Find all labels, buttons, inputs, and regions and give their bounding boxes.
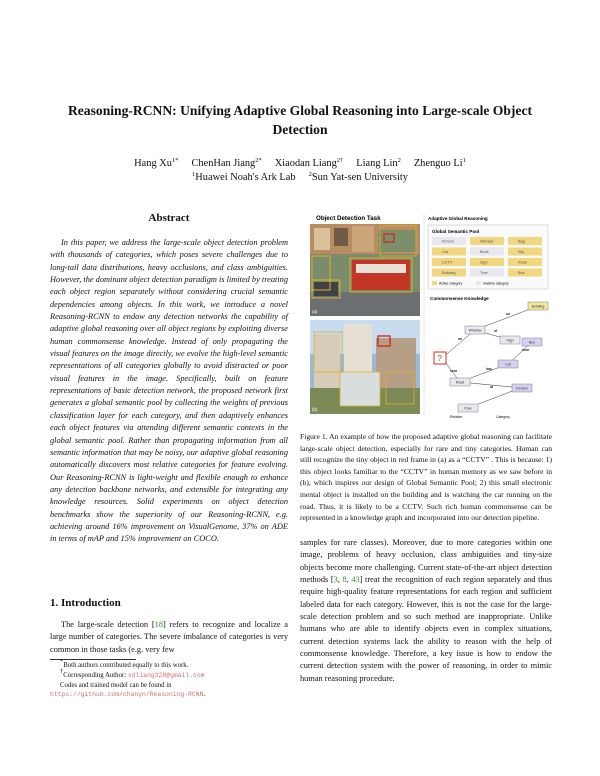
pool-cell	[508, 237, 542, 245]
affiliations: $^1$Huawei Noah's Ark Lab $^2$Sun Yat-sen University	[192, 171, 408, 183]
citation-link[interactable]: 18	[154, 620, 163, 629]
pool-item-label: Car	[442, 250, 449, 255]
footnotes: *Both authors contributed equally to this work. †Corresponding Author: xdliang328@gmail.com Codes and trained model can be found in https://github.com/chanyn/Reasoning-RCNN.	[50, 658, 206, 699]
pool-item-label: Sign	[480, 260, 488, 265]
email-link[interactable]: xdliang328@gmail.com	[127, 671, 205, 679]
question-mark: ?	[437, 354, 442, 363]
author-name: ChenHan Jiang	[191, 158, 256, 169]
kg-node-label: Road	[455, 380, 465, 385]
legend-inactive: Inactive category	[483, 281, 509, 286]
kg-edge-label: on	[458, 337, 463, 341]
pool-item-label: Book	[480, 250, 489, 255]
pool-item-label: Bus	[518, 271, 525, 276]
kg-edge-label: on	[506, 312, 511, 316]
global-semantic-pool	[428, 225, 548, 289]
kg-legend-relation: Relation	[450, 415, 463, 419]
pool-cell	[432, 248, 466, 256]
author-name: Xiaodan Liang	[274, 158, 337, 169]
kg-edge-label: at	[490, 385, 494, 389]
github-link[interactable]: https://github.com/chanyn/Reasoning-RCNN	[50, 691, 204, 699]
author-name: Hang Xu	[134, 158, 172, 169]
citation-link[interactable]: 43	[351, 575, 360, 585]
figure-left-title: Object Detection Task	[316, 215, 381, 222]
label-a: (a)	[312, 309, 318, 314]
kg-node-label: Sign	[506, 338, 514, 343]
affiliation: Huawei Noah's Ark Lab	[195, 172, 296, 183]
kg-edge-label: of	[494, 329, 498, 333]
kg-node-label: Pole	[464, 406, 472, 411]
section-heading: 1. Introduction	[50, 597, 121, 609]
figure-1	[300, 212, 552, 424]
kg-edge-label: has	[486, 367, 492, 371]
author-name: Liang Lin	[356, 158, 398, 169]
pool-item-label: Building	[442, 271, 456, 276]
pool-item-label: Window	[480, 239, 494, 244]
pool-item-label: Bag	[518, 239, 525, 244]
photo-a	[310, 224, 420, 316]
pool-item-label: CCTV	[442, 260, 453, 265]
abstract-text: In this paper, we address the large-scale object detection problem with thousands of categories, which poses severe challenges due to long-tail data distributions, heavy occlusions, and class ambiguities. However, the dominant object detection paradigm is limited by treating each object region separately without considering crucial semantic dependencies among objects. In this work, we introduce a novel Reasoning-RCNN to endow any detection networks the capability of adaptive global reasoning over all object regions by exploiting diverse human commonsense knowledge. Instead of only propagating the visual features on the image directly, we evolve the high-level semantic representations of all categories globally to avoid distracted or poor visual features in the image. Specifically, built on feature representations of basic detection network, the proposed network first generates a global semantic pool by collecting the weights of previous classification layer for each category, and then adaptively enhances each object features via attending different semantic contexts in the global semantic pool. Rather than propagating information from all semantic information that may be noisy, our adaptive global reasoning automatically discovers most relative categories for feature evolving. Our Reasoning-RCNN is light-weight and flexible enough to enhance any detection backbone networks, and extensible for integrating any knowledge resources. Solid experiments on object detection benchmarks show the superiority of our Reasoning-RCNN, e.g. achieving around 16% improvement on VisualGenome, 37% on ADE in terms of mAP and 15% improvement on COCO.	[50, 238, 288, 544]
intro-paragraph: The large-scale detection [18] refers to recognize and localize a large number of categories. The severe imbalance of categories is very common in those tasks (e.g. very few	[50, 620, 288, 654]
label-b: (b)	[312, 407, 318, 412]
pool-item-label: Sky	[518, 250, 525, 255]
affiliation: Sun Yat-sen University	[311, 172, 408, 183]
kg-edge-label: near	[522, 348, 530, 352]
pool-item-label: Tree	[480, 271, 488, 276]
knowledge-title: Commonsense Knowledge	[430, 296, 489, 301]
figure-1-graphic	[300, 212, 552, 424]
kg-legend-category: Category	[496, 415, 510, 419]
kg-node-label: Bus	[528, 340, 536, 345]
citation-link[interactable]: 3	[333, 575, 338, 585]
figure-caption: Figure 1. An example of how the proposed adaptive global reasoning can facilitate large-scale object detection, especially for rare and tiny categories. Human can still recognize the tiny object in red frame in (a) as a “CCTV” . This is because: 1) this object looks familiar to the “CCTV” in human memory as we saw before in (b), which inspires our design of Global Semantic Pool; 2) this small electronic mental object is installed on the building and is watching the car running on the road. Thus, it is likely to be a CCTV. Such rich human commonsense can be represented in a knowledge graph and incorporated into our detection pipeline.	[300, 432, 552, 523]
right-column-text: samples for rare classes). Moreover, due to more categories within one image, problems of heavy occlusion, class ambiguities and tiny-size objects become more challenging. Current state-of-the-art object detection methods [3, 8, 43] treat the recognition of each region separately and thus require high-quality feature representations for each region and sufficient labeled data for each category. However, this is not the case for the large-scale detection problem and so such method are inappropriate. Unlike humans who are able to identify objects even in complex situations, current detection systems lack the ability to reason with the help of commonsense knowledge. Therefore, a key issue is how to endow the current detection system with the power of reasoning, in order to mimic human reasoning procedure.	[300, 538, 553, 683]
pool-cell	[508, 269, 542, 277]
kg-node-label: Window	[468, 328, 482, 333]
pool-item-label: Road	[518, 260, 528, 265]
author-name: Zhenguo Li	[413, 158, 463, 169]
pool-item-label: Person	[442, 239, 455, 244]
legend-active: Active category	[439, 281, 463, 286]
kg-edge-label: near	[450, 369, 458, 373]
abstract-heading: Abstract	[148, 212, 190, 224]
paper-title: Reasoning-RCNN: Unifying Adaptive Global Reasoning into Large-scale Object Detection	[67, 103, 533, 137]
kg-node-label: Person	[516, 386, 528, 391]
kg-node-label: Building	[531, 304, 545, 309]
footnote-1: Both authors contributed equally to this work.	[63, 662, 189, 669]
pool-cell	[508, 248, 542, 256]
pool-title: Global Semantic Pool	[432, 229, 480, 234]
citation-link[interactable]: 8	[342, 575, 347, 585]
figure-right-title: Adaptive Global Reasoning	[428, 216, 488, 221]
kg-node-label: Car	[505, 362, 511, 367]
author-list: Hang $Xu^{1*}$ ChenHan Jiang$^{2*}$ Xiaodan Liang$^{2\dagger}$ Liang Lin$^2$ Zhenguo Li$^1$	[134, 157, 466, 169]
photo-b	[310, 320, 420, 414]
knowledge-graph	[430, 296, 548, 419]
